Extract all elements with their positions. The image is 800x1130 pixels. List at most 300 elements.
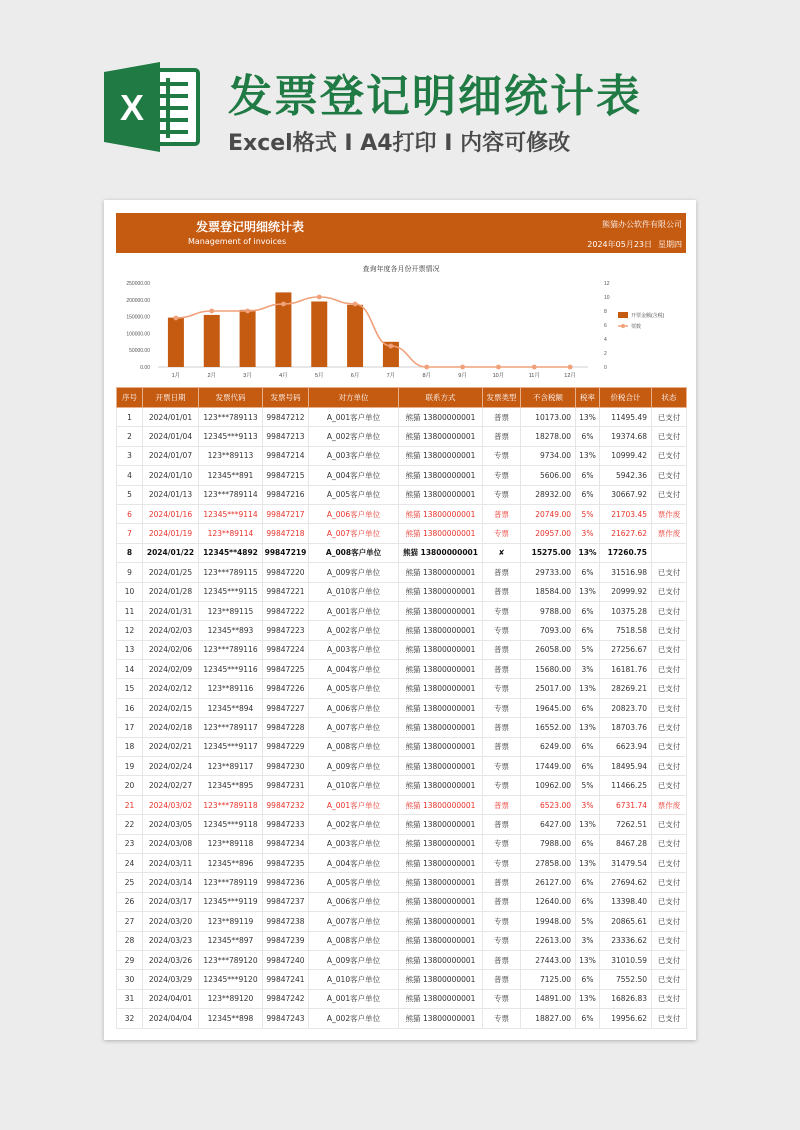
table-cell: 17260.75 <box>600 543 652 562</box>
invoice-table <box>116 387 687 1029</box>
x-tick-label: 12月 <box>564 373 576 379</box>
table-cell: 6% <box>576 698 600 717</box>
table-cell: 已支付 <box>652 912 687 931</box>
table-cell: 熊猫 13800000001 <box>399 563 483 582</box>
table-cell: 31010.59 <box>600 950 652 969</box>
table-cell: 票作废 <box>652 524 687 543</box>
table-cell: 12345***9116 <box>199 660 263 679</box>
table-cell: A_002客户单位 <box>309 427 399 446</box>
table-cell: 12345**893 <box>199 621 263 640</box>
y-left-tick-label: 50000.00 <box>129 348 150 355</box>
hero-subtitle: Excel格式 I A4打印 I 内容可修改 <box>228 131 571 156</box>
count-point <box>209 309 214 314</box>
table-cell: 13% <box>576 950 600 969</box>
table-cell: 3% <box>576 524 600 543</box>
table-cell: 已支付 <box>652 446 687 465</box>
table-cell: 已支付 <box>652 931 687 950</box>
table-cell: 31 <box>117 989 143 1008</box>
y-left-tick-label: 250000.00 <box>126 281 150 287</box>
count-point <box>389 344 394 349</box>
table-cell: 99847241 <box>263 970 309 989</box>
table-cell: 6427.00 <box>521 815 576 834</box>
table-cell: 19645.00 <box>521 698 576 717</box>
x-tick-label: 5月 <box>314 373 324 379</box>
table-cell: 6% <box>576 621 600 640</box>
table-cell: 12345***9114 <box>199 504 263 523</box>
x-tick-label: 10月 <box>492 373 505 379</box>
table-cell: 99847229 <box>263 737 309 756</box>
table-cell: 5% <box>576 776 600 795</box>
table-cell: 2024/02/09 <box>143 660 199 679</box>
table-row <box>117 660 687 679</box>
table-cell: 99847232 <box>263 795 309 814</box>
y-left-tick-label: 0.00 <box>140 365 150 371</box>
table-cell: 19948.00 <box>521 912 576 931</box>
table-cell: 15275.00 <box>521 543 576 562</box>
table-cell: 26127.00 <box>521 873 576 892</box>
table-cell: 12345**898 <box>199 1009 263 1028</box>
table-cell: 12640.00 <box>521 892 576 911</box>
table-row <box>117 679 687 698</box>
table-cell: 已支付 <box>652 679 687 698</box>
legend-label-count: 票数 <box>631 324 642 330</box>
table-cell: A_006客户单位 <box>309 892 399 911</box>
table-row <box>117 815 687 834</box>
company-name: 熊猫办公软件有限公司 <box>602 220 682 229</box>
table-cell: 6249.00 <box>521 737 576 756</box>
bar <box>311 301 327 367</box>
table-cell: 99847231 <box>263 776 309 795</box>
table-cell: A_002客户单位 <box>309 621 399 640</box>
table-cell: 31479.54 <box>600 853 652 872</box>
table-row <box>117 524 687 543</box>
table-cell: 13% <box>576 543 600 562</box>
table-cell: 熊猫 13800000001 <box>399 989 483 1008</box>
table-cell: 13398.40 <box>600 892 652 911</box>
sheet-subtitle: Management of invoices <box>188 237 287 246</box>
table-cell: 6523.00 <box>521 795 576 814</box>
table-cell: 普票 <box>483 660 521 679</box>
table-cell: 普票 <box>483 718 521 737</box>
table-cell: A_003客户单位 <box>309 834 399 853</box>
table-cell: 熊猫 13800000001 <box>399 718 483 737</box>
table-cell: 熊猫 13800000001 <box>399 795 483 814</box>
table-cell: 32 <box>117 1009 143 1028</box>
table-cell: 2024/03/05 <box>143 815 199 834</box>
table-cell: 3 <box>117 446 143 465</box>
table-cell: 已支付 <box>652 834 687 853</box>
table-cell: 已支付 <box>652 582 687 601</box>
table-cell: 2024/01/13 <box>143 485 199 504</box>
table-cell: 2024/01/19 <box>143 524 199 543</box>
table-cell: 20999.92 <box>600 582 652 601</box>
table-row <box>117 737 687 756</box>
weekday-text: 星期四 <box>658 240 682 249</box>
table-cell: 2024/03/29 <box>143 970 199 989</box>
table-cell: 27 <box>117 912 143 931</box>
table-cell: 25017.00 <box>521 679 576 698</box>
count-point <box>317 295 322 300</box>
x-tick-label: 2月 <box>207 373 217 379</box>
table-cell: 10962.00 <box>521 776 576 795</box>
table-cell: 14891.00 <box>521 989 576 1008</box>
bar <box>204 315 220 367</box>
table-cell: 7125.00 <box>521 970 576 989</box>
table-cell: 普票 <box>483 737 521 756</box>
table-cell: 19 <box>117 757 143 776</box>
table-header-row <box>117 388 687 408</box>
table-cell: 熊猫 13800000001 <box>399 931 483 950</box>
table-cell: 99847233 <box>263 815 309 834</box>
table-cell: 熊猫 13800000001 <box>399 950 483 969</box>
table-cell: 28269.21 <box>600 679 652 698</box>
column-header: 发票代码 <box>199 388 263 408</box>
table-cell: 熊猫 13800000001 <box>399 427 483 446</box>
table-cell: 专票 <box>483 524 521 543</box>
table-cell: 已支付 <box>652 873 687 892</box>
table-cell: 2024/04/01 <box>143 989 199 1008</box>
table-cell: 29733.00 <box>521 563 576 582</box>
table-cell: 12345***9118 <box>199 815 263 834</box>
table-cell: 2024/01/01 <box>143 408 199 427</box>
table-cell: 6% <box>576 737 600 756</box>
table-cell: 已支付 <box>652 427 687 446</box>
table-row <box>117 582 687 601</box>
table-cell: 2024/03/20 <box>143 912 199 931</box>
table-cell: A_004客户单位 <box>309 853 399 872</box>
table-cell: 2024/02/06 <box>143 640 199 659</box>
table-cell: 30667.92 <box>600 485 652 504</box>
table-cell: 熊猫 13800000001 <box>399 912 483 931</box>
table-cell: 专票 <box>483 698 521 717</box>
table-cell: A_002客户单位 <box>309 1009 399 1028</box>
table-cell: 11 <box>117 601 143 620</box>
table-cell: A_006客户单位 <box>309 504 399 523</box>
table-cell: 熊猫 13800000001 <box>399 582 483 601</box>
table-cell: 专票 <box>483 621 521 640</box>
table-cell: 24 <box>117 853 143 872</box>
y-right-tick-label: 0 <box>604 365 607 371</box>
table-cell: 已支付 <box>652 408 687 427</box>
count-point <box>174 316 179 321</box>
table-cell: 123**89120 <box>199 989 263 1008</box>
bar <box>240 310 256 367</box>
table-cell: 99847214 <box>263 446 309 465</box>
date-text: 2024年05月23日 <box>587 240 652 249</box>
table-cell: 已支付 <box>652 815 687 834</box>
table-row <box>117 795 687 814</box>
table-cell: 6 <box>117 504 143 523</box>
spreadsheet-preview <box>104 200 696 1040</box>
legend-swatch-point <box>621 324 625 328</box>
table-cell: 2024/03/17 <box>143 892 199 911</box>
table-cell: 26 <box>117 892 143 911</box>
table-cell: 熊猫 13800000001 <box>399 853 483 872</box>
table-cell: 99847217 <box>263 504 309 523</box>
table-cell: 22 <box>117 815 143 834</box>
table-cell: 熊猫 13800000001 <box>399 524 483 543</box>
table-cell: 6% <box>576 601 600 620</box>
table-cell: A_007客户单位 <box>309 912 399 931</box>
table-cell: 熊猫 13800000001 <box>399 660 483 679</box>
table-cell: 9788.00 <box>521 601 576 620</box>
table-cell: 123**89118 <box>199 834 263 853</box>
sheet-banner <box>116 213 686 253</box>
table-cell: 熊猫 13800000001 <box>399 737 483 756</box>
table-cell: 20823.70 <box>600 698 652 717</box>
table-cell: 熊猫 13800000001 <box>399 640 483 659</box>
table-cell: 27443.00 <box>521 950 576 969</box>
table-cell: 28932.00 <box>521 485 576 504</box>
table-cell: 2 <box>117 427 143 446</box>
table-cell: 5% <box>576 640 600 659</box>
table-cell: A_004客户单位 <box>309 466 399 485</box>
table-cell: 10375.28 <box>600 601 652 620</box>
table-cell: 普票 <box>483 504 521 523</box>
table-cell: ✘ <box>483 543 521 562</box>
table-cell: A_005客户单位 <box>309 485 399 504</box>
table-cell: 6% <box>576 873 600 892</box>
table-cell: 16 <box>117 698 143 717</box>
table-cell: 30 <box>117 970 143 989</box>
table-cell: 2024/01/31 <box>143 601 199 620</box>
report-date <box>581 239 682 250</box>
table-row <box>117 892 687 911</box>
table-cell: 2024/02/18 <box>143 718 199 737</box>
table-cell: 17 <box>117 718 143 737</box>
table-cell: 熊猫 13800000001 <box>399 1009 483 1028</box>
chart-title: 查询年度各月份开票情况 <box>362 266 440 273</box>
table-cell: 普票 <box>483 795 521 814</box>
table-cell: 6% <box>576 757 600 776</box>
table-cell: 99847227 <box>263 698 309 717</box>
table-cell: 2024/01/04 <box>143 427 199 446</box>
table-cell: 普票 <box>483 950 521 969</box>
table-cell: 熊猫 13800000001 <box>399 679 483 698</box>
table-row <box>117 640 687 659</box>
table-cell: 8467.28 <box>600 834 652 853</box>
table-cell: 26058.00 <box>521 640 576 659</box>
table-row <box>117 931 687 950</box>
table-row <box>117 485 687 504</box>
table-cell: 21627.62 <box>600 524 652 543</box>
table-cell: 99847220 <box>263 563 309 582</box>
table-cell: 9734.00 <box>521 446 576 465</box>
x-tick-label: 3月 <box>243 373 252 379</box>
column-header: 序号 <box>117 388 143 408</box>
table-cell: 20865.61 <box>600 912 652 931</box>
table-cell: A_008客户单位 <box>309 543 399 562</box>
table-cell: 普票 <box>483 970 521 989</box>
table-cell: 专票 <box>483 853 521 872</box>
table-cell: 已支付 <box>652 640 687 659</box>
table-cell: 27256.67 <box>600 640 652 659</box>
table-cell: 专票 <box>483 679 521 698</box>
table-cell: 3% <box>576 795 600 814</box>
table-cell: 12 <box>117 621 143 640</box>
table-cell: 熊猫 13800000001 <box>399 466 483 485</box>
table-cell: 123***789114 <box>199 485 263 504</box>
table-row <box>117 621 687 640</box>
table-cell: 99847230 <box>263 757 309 776</box>
table-row <box>117 408 687 427</box>
table-cell: A_001客户单位 <box>309 408 399 427</box>
table-cell: 13% <box>576 815 600 834</box>
table-cell: 普票 <box>483 582 521 601</box>
table-cell: 普票 <box>483 873 521 892</box>
table-cell: A_005客户单位 <box>309 873 399 892</box>
table-row <box>117 873 687 892</box>
table-cell: 99847228 <box>263 718 309 737</box>
table-cell: 99847212 <box>263 408 309 427</box>
table-cell: 熊猫 13800000001 <box>399 815 483 834</box>
count-point <box>532 365 537 370</box>
table-cell: 99847242 <box>263 989 309 1008</box>
x-tick-label: 9月 <box>458 373 467 379</box>
count-point <box>245 309 250 314</box>
excel-logo-icon <box>102 58 200 156</box>
table-cell: 7552.50 <box>600 970 652 989</box>
table-cell: 2024/02/12 <box>143 679 199 698</box>
table-cell: 20957.00 <box>521 524 576 543</box>
hero-title: 发票登记明细统计表 <box>228 71 642 122</box>
y-left-tick-label: 150000.00 <box>126 314 150 321</box>
table-cell: 2024/01/28 <box>143 582 199 601</box>
table-cell: 18703.76 <box>600 718 652 737</box>
table-cell: 15 <box>117 679 143 698</box>
table-cell: 123**89115 <box>199 601 263 620</box>
table-cell: 熊猫 13800000001 <box>399 892 483 911</box>
table-cell: A_005客户单位 <box>309 679 399 698</box>
table-cell: A_003客户单位 <box>309 446 399 465</box>
table-cell: 熊猫 13800000001 <box>399 601 483 620</box>
table-cell: 2024/01/25 <box>143 563 199 582</box>
table-cell: 19374.68 <box>600 427 652 446</box>
y-right-tick-label: 12 <box>604 281 610 287</box>
table-cell: 99847223 <box>263 621 309 640</box>
table-row <box>117 718 687 737</box>
table-cell: 99847237 <box>263 892 309 911</box>
table-cell: 已支付 <box>652 950 687 969</box>
legend-label-amount: 开票金额(含税) <box>631 313 665 319</box>
table-cell: 12345***9119 <box>199 892 263 911</box>
y-right-tick-label: 4 <box>604 337 607 343</box>
table-cell: 已支付 <box>652 853 687 872</box>
table-row <box>117 912 687 931</box>
table-cell: 99847239 <box>263 931 309 950</box>
logo-letter: X <box>119 87 145 128</box>
table-cell: 熊猫 13800000001 <box>399 698 483 717</box>
table-cell: 13 <box>117 640 143 659</box>
table-cell: 18584.00 <box>521 582 576 601</box>
table-cell: 熊猫 13800000001 <box>399 834 483 853</box>
table-cell: 99847226 <box>263 679 309 698</box>
table-cell: A_008客户单位 <box>309 737 399 756</box>
table-cell: 2024/02/15 <box>143 698 199 717</box>
y-right-tick-label: 6 <box>604 323 607 329</box>
table-cell: 已支付 <box>652 466 687 485</box>
table-cell: 6% <box>576 485 600 504</box>
table-cell: 123**89114 <box>199 524 263 543</box>
column-header: 税率 <box>576 388 600 408</box>
table-cell: 2024/04/04 <box>143 1009 199 1028</box>
table-cell: 99847236 <box>263 873 309 892</box>
table-cell: 熊猫 13800000001 <box>399 873 483 892</box>
table-row <box>117 1009 687 1028</box>
table-cell: 11466.25 <box>600 776 652 795</box>
table-cell: 已支付 <box>652 718 687 737</box>
table-cell: 已支付 <box>652 892 687 911</box>
table-cell: 已支付 <box>652 1009 687 1028</box>
table-cell: 6% <box>576 466 600 485</box>
count-point <box>424 365 429 370</box>
y-left-tick-label: 100000.00 <box>126 331 150 338</box>
table-cell: 已支付 <box>652 737 687 756</box>
table-cell: 2024/03/02 <box>143 795 199 814</box>
table-cell: 2024/01/07 <box>143 446 199 465</box>
table-cell: 1 <box>117 408 143 427</box>
table-cell: A_006客户单位 <box>309 698 399 717</box>
table-cell: 6% <box>576 834 600 853</box>
table-cell: 6731.74 <box>600 795 652 814</box>
table-cell: A_010客户单位 <box>309 776 399 795</box>
table-cell: 13% <box>576 446 600 465</box>
table-cell: 5% <box>576 912 600 931</box>
table-cell: 123**89113 <box>199 446 263 465</box>
table-row <box>117 950 687 969</box>
table-cell: 专票 <box>483 912 521 931</box>
table-cell: A_007客户单位 <box>309 718 399 737</box>
table-cell: 已支付 <box>652 989 687 1008</box>
table-cell: A_007客户单位 <box>309 524 399 543</box>
table-cell: 12345**891 <box>199 466 263 485</box>
table-row <box>117 601 687 620</box>
table-cell: A_010客户单位 <box>309 582 399 601</box>
table-cell: 12345**897 <box>199 931 263 950</box>
table-cell: 2024/02/21 <box>143 737 199 756</box>
table-cell: 普票 <box>483 892 521 911</box>
table-row <box>117 504 687 523</box>
table-cell: 12345***9113 <box>199 427 263 446</box>
table-row <box>117 563 687 582</box>
table-cell: 已支付 <box>652 601 687 620</box>
table-cell: 专票 <box>483 601 521 620</box>
table-cell: 5606.00 <box>521 466 576 485</box>
table-cell: 12345**4892 <box>199 543 263 562</box>
table-cell: 99847216 <box>263 485 309 504</box>
table-cell: 27858.00 <box>521 853 576 872</box>
table-cell: 123**89117 <box>199 757 263 776</box>
table-cell: 专票 <box>483 446 521 465</box>
table-cell: A_001客户单位 <box>309 989 399 1008</box>
column-header: 开票日期 <box>143 388 199 408</box>
bar <box>168 318 184 367</box>
table-row <box>117 970 687 989</box>
table-cell: 123***789115 <box>199 563 263 582</box>
table-cell: 已支付 <box>652 970 687 989</box>
y-right-tick-label: 8 <box>604 309 607 315</box>
table-cell: A_009客户单位 <box>309 563 399 582</box>
table-cell: 熊猫 13800000001 <box>399 621 483 640</box>
table-cell: 2024/03/23 <box>143 931 199 950</box>
table-cell: 99847238 <box>263 912 309 931</box>
column-header: 价税合计 <box>600 388 652 408</box>
table-cell: 7262.51 <box>600 815 652 834</box>
column-header: 发票号码 <box>263 388 309 408</box>
table-cell: 2024/02/27 <box>143 776 199 795</box>
column-header: 联系方式 <box>399 388 483 408</box>
table-row <box>117 466 687 485</box>
